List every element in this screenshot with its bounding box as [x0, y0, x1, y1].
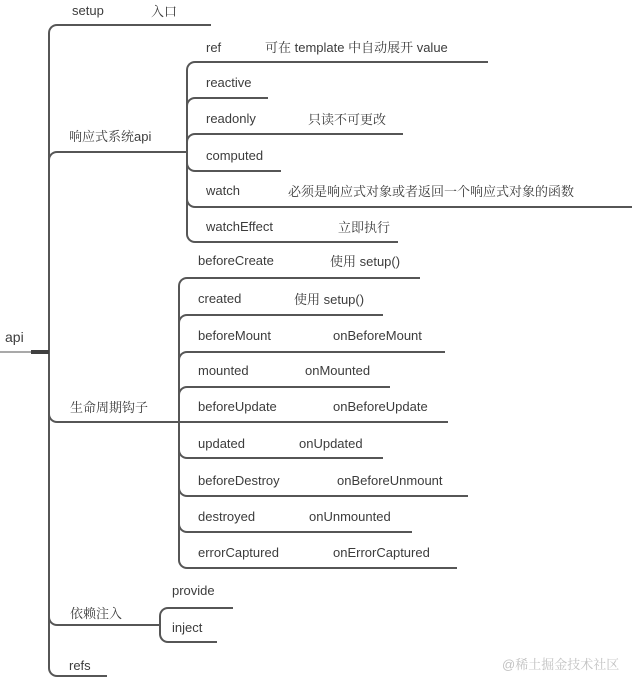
node-watch[interactable]: watch	[206, 183, 240, 198]
node-provide[interactable]: provide	[172, 583, 215, 598]
node-ref-note: 可在 template 中自动展开 value	[265, 40, 448, 55]
node-reactive-api[interactable]: 响应式系统api	[69, 129, 152, 144]
node-reactive[interactable]: reactive	[206, 75, 252, 90]
connector-setup	[48, 24, 211, 353]
node-root-api[interactable]: api	[5, 329, 24, 345]
node-beforemount-note: onBeforeMount	[333, 328, 422, 343]
node-ref[interactable]: ref	[206, 40, 222, 55]
node-created-note: 使用 setup()	[294, 292, 365, 307]
node-watcheffect-note: 立即执行	[338, 220, 391, 235]
watermark: @稀土掘金技术社区	[502, 657, 620, 672]
node-refs[interactable]: refs	[69, 658, 91, 673]
node-lifecycle[interactable]: 生命周期钩子	[70, 400, 149, 415]
root-underline	[0, 351, 49, 353]
node-destroyed-note: onUnmounted	[309, 509, 391, 524]
node-destroyed[interactable]: destroyed	[198, 509, 256, 524]
connector-reactive-api	[48, 151, 186, 353]
node-watch-note: 必须是响应式对象或者返回一个响应式对象的函数	[288, 184, 575, 199]
node-readonly[interactable]: readonly	[206, 111, 256, 126]
node-mounted-note: onMounted	[305, 363, 371, 378]
node-computed[interactable]: computed	[206, 148, 264, 163]
node-beforedestroy-note: onBeforeUnmount	[337, 473, 443, 488]
node-beforeupdate-note: onBeforeUpdate	[333, 399, 428, 414]
node-errorcaptured-note: onErrorCaptured	[333, 545, 430, 560]
node-created[interactable]: created	[198, 291, 242, 306]
node-updated[interactable]: updated	[198, 436, 245, 451]
connector-dependency-injection	[48, 351, 159, 626]
node-beforemount[interactable]: beforeMount	[198, 328, 271, 343]
node-beforedestroy[interactable]: beforeDestroy	[198, 473, 280, 488]
node-beforeupdate[interactable]: beforeUpdate	[198, 399, 277, 414]
node-setup[interactable]: setup	[72, 3, 104, 18]
node-beforecreate-note: 使用 setup()	[330, 254, 401, 269]
node-setup-note: 入口	[151, 4, 178, 19]
node-mounted[interactable]: mounted	[198, 363, 249, 378]
node-dependency-injection[interactable]: 依赖注入	[70, 606, 123, 621]
node-watcheffect[interactable]: watchEffect	[206, 219, 273, 234]
node-readonly-note: 只读不可更改	[308, 112, 387, 127]
root-junction	[31, 350, 49, 354]
node-errorcaptured[interactable]: errorCaptured	[198, 545, 279, 560]
node-updated-note: onUpdated	[299, 436, 363, 451]
node-inject[interactable]: inject	[172, 620, 203, 635]
connector-beforeupdate	[178, 421, 448, 423]
node-beforecreate[interactable]: beforeCreate	[198, 253, 274, 268]
